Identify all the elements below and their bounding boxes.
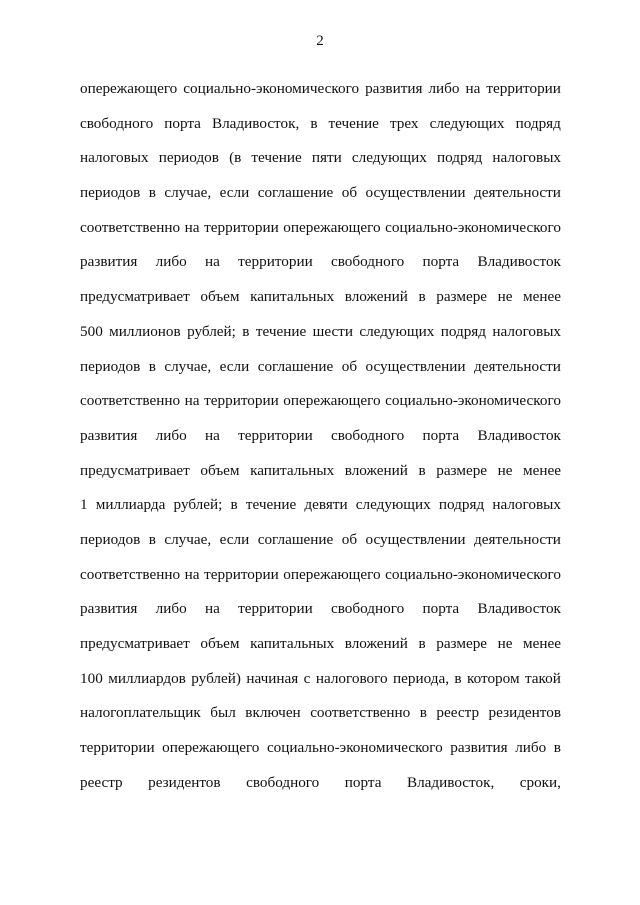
word: вложений: [344, 635, 408, 652]
text-line: [80, 454, 561, 489]
word: подряд: [440, 322, 487, 340]
text-line: [80, 141, 561, 176]
word: развития: [80, 426, 138, 444]
word: подряд: [515, 114, 561, 132]
page-number: 2: [316, 33, 324, 49]
word: об: [341, 530, 358, 548]
word: соглашение: [257, 530, 334, 548]
word: 500: [80, 322, 103, 340]
word: территории: [80, 739, 155, 757]
word: резидентов: [148, 773, 221, 791]
word: либо: [155, 253, 187, 271]
word: либо: [155, 426, 187, 444]
text-line: [80, 245, 561, 280]
word: размере: [436, 635, 488, 652]
word: периодов: [80, 184, 141, 202]
text-line: [80, 558, 561, 593]
word: территории: [238, 253, 313, 271]
word: предусматривает: [80, 461, 190, 479]
word: такой: [524, 669, 561, 687]
word: налоговых: [492, 149, 561, 167]
word: соответственно: [80, 218, 181, 236]
word: в: [230, 496, 238, 514]
word: в: [418, 288, 426, 306]
word: свободного: [331, 426, 405, 444]
word: в: [418, 461, 426, 479]
word: вложений: [344, 461, 408, 479]
word: случае,: [164, 184, 212, 202]
word: деятельности: [473, 184, 561, 202]
word: опережающего: [283, 565, 381, 583]
word: миллиардов: [108, 669, 186, 687]
word: течение: [328, 114, 379, 132]
word: в: [148, 357, 156, 375]
word: налоговых: [80, 149, 149, 167]
word: налоговых: [492, 322, 561, 340]
word: налогоплательщик: [80, 704, 201, 722]
word: с: [303, 669, 311, 687]
word: социально-экономического: [385, 218, 561, 236]
word: развития: [80, 600, 138, 618]
word: в: [419, 704, 427, 722]
word: опережающего: [162, 739, 260, 757]
text-line: [80, 72, 561, 107]
word: в: [553, 739, 561, 757]
word: предусматривает: [80, 288, 190, 306]
word: Владивосток,: [211, 114, 300, 132]
word: Владивосток: [477, 253, 561, 271]
text-line: [80, 696, 561, 731]
word: порта: [164, 114, 201, 132]
word: на: [184, 218, 200, 236]
word: предусматривает: [80, 635, 190, 652]
word: миллиарда: [95, 496, 166, 514]
word: свободного: [331, 253, 405, 271]
word: реестр: [436, 704, 480, 722]
word: котором: [467, 669, 520, 687]
word: свободного: [331, 600, 405, 618]
word: осуществлении: [365, 184, 466, 202]
word: случае,: [164, 530, 212, 548]
word: рублей): [191, 669, 241, 687]
word: не: [497, 288, 513, 306]
word: осуществлении: [365, 530, 466, 548]
word: если: [219, 357, 250, 375]
word: в: [148, 184, 156, 202]
word: социально-экономического: [385, 392, 561, 410]
word: соответственно: [80, 565, 181, 583]
word: течение: [255, 322, 307, 340]
word: об: [341, 184, 358, 202]
word: резидентов: [488, 704, 561, 722]
word: территории: [204, 218, 279, 236]
word: на: [204, 253, 220, 271]
word: территории: [204, 392, 279, 410]
word: развития: [450, 739, 508, 757]
word: если: [219, 184, 250, 202]
word: периодов: [158, 149, 219, 167]
word: капитальных: [250, 461, 335, 479]
word: либо: [428, 80, 460, 97]
word: в: [418, 635, 426, 652]
word: налогового: [315, 669, 388, 687]
text-line: [80, 592, 561, 627]
word: 100: [80, 669, 103, 687]
word: социально-экономического: [183, 80, 360, 97]
word: пяти: [311, 149, 342, 167]
word: осуществлении: [365, 357, 466, 375]
word: менее: [523, 635, 561, 652]
text-line: [80, 211, 561, 246]
text-line: [80, 627, 561, 662]
word: на: [204, 426, 220, 444]
word: если: [219, 530, 250, 548]
text-line: [80, 488, 561, 523]
word: не: [497, 461, 513, 479]
word: порта: [422, 253, 460, 271]
word: соглашение: [257, 357, 334, 375]
word: порта: [422, 600, 460, 618]
word: объем: [200, 288, 240, 306]
word: рублей;: [173, 496, 223, 514]
word: свободного: [80, 114, 154, 132]
word: порта: [344, 773, 382, 791]
word: девяти: [304, 496, 348, 514]
word: территории: [486, 80, 561, 97]
word: периодов: [80, 530, 141, 548]
text-line: [80, 280, 561, 315]
text-line: [80, 315, 561, 350]
text-line: [80, 350, 561, 385]
word: подряд: [436, 149, 483, 167]
word: трех: [389, 114, 419, 132]
word: менее: [523, 288, 561, 306]
word: следующих: [359, 322, 435, 340]
text-line: [80, 384, 561, 419]
text-line: [80, 662, 561, 697]
word: соглашение: [257, 184, 334, 202]
word: 1: [80, 496, 88, 514]
word: в: [148, 530, 156, 548]
word: Владивосток: [477, 600, 561, 618]
word: был: [210, 704, 236, 722]
word: на: [184, 392, 200, 410]
word: свободного: [246, 773, 320, 791]
word: либо: [155, 600, 187, 618]
word: периодов: [80, 357, 141, 375]
word: в: [242, 322, 250, 340]
word: объем: [200, 461, 240, 479]
text-line: [80, 766, 561, 801]
word: Владивосток: [477, 426, 561, 444]
word: начиная: [246, 669, 299, 687]
word: миллионов: [109, 322, 181, 340]
text-line: [80, 419, 561, 454]
word: опережающего: [283, 392, 381, 410]
word: в: [454, 669, 462, 687]
word: следующих: [351, 149, 427, 167]
word: опережающего: [283, 218, 381, 236]
word: развития: [80, 253, 138, 271]
word: на: [465, 80, 481, 97]
word: территории: [238, 600, 313, 618]
word: рублей;: [187, 322, 236, 340]
word: соответственно: [310, 704, 411, 722]
word: социально-экономического: [385, 565, 561, 583]
word: деятельности: [473, 530, 561, 548]
word: сроки,: [519, 773, 561, 791]
word: размере: [436, 288, 488, 306]
text-line: [80, 107, 561, 142]
word: капитальных: [250, 288, 335, 306]
word: на: [204, 600, 220, 618]
word: либо: [515, 739, 547, 757]
word: территории: [238, 426, 313, 444]
word: Владивосток,: [406, 773, 495, 791]
word: территории: [204, 565, 279, 583]
word: случае,: [164, 357, 212, 375]
word: развития: [365, 80, 423, 97]
word: следующих: [355, 496, 431, 514]
word: менее: [523, 461, 561, 479]
word: не: [497, 635, 513, 652]
word: течение: [245, 496, 297, 514]
word: вложений: [344, 288, 408, 306]
word: опережающего: [80, 80, 178, 97]
word: включен: [245, 704, 301, 722]
word: размере: [436, 461, 488, 479]
document-body: [80, 72, 561, 800]
word: объем: [200, 635, 240, 652]
text-line: [80, 731, 561, 766]
word: периода,: [392, 669, 449, 687]
word: порта: [422, 426, 460, 444]
word: на: [184, 565, 200, 583]
text-line: [80, 176, 561, 211]
word: шести: [312, 322, 353, 340]
word: социально-экономического: [266, 739, 443, 757]
word: об: [341, 357, 358, 375]
word: капитальных: [250, 635, 335, 652]
word: соответственно: [80, 392, 181, 410]
word: (в: [229, 149, 242, 167]
word: налоговых: [492, 496, 561, 514]
word: деятельности: [473, 357, 561, 375]
text-line: [80, 523, 561, 558]
word: подряд: [438, 496, 485, 514]
word: следующих: [429, 114, 505, 132]
word: реестр: [80, 773, 123, 791]
word: в: [310, 114, 318, 132]
word: течение: [251, 149, 302, 167]
